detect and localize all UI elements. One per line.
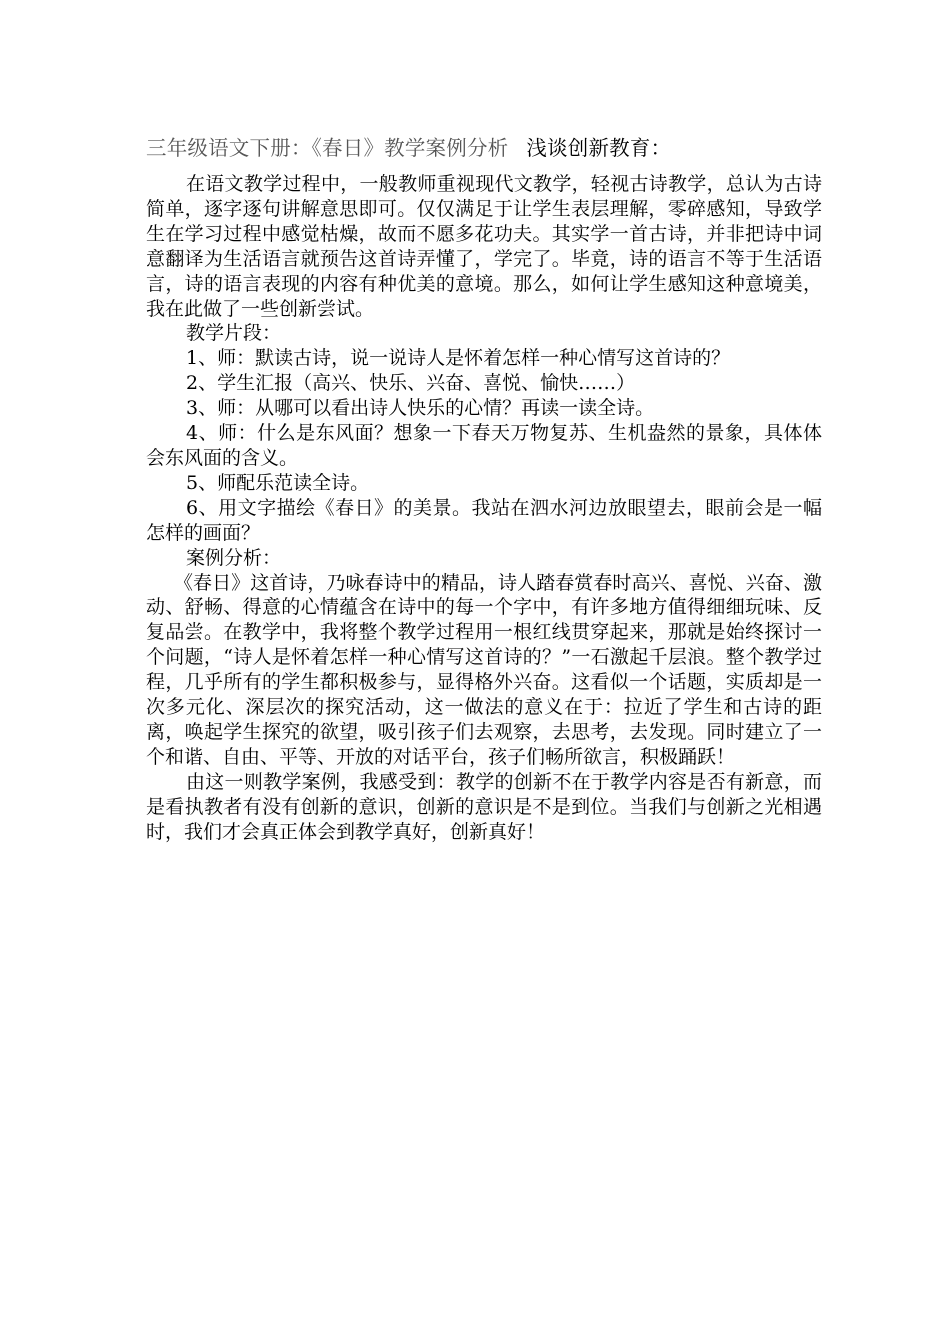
intro-paragraph: 在语文教学过程中，一般教师重视现代文教学，轻视古诗教学，总认为古诗简单，逐字逐句讲解意思即可。仅仅满足于让学生表层理解，零碎感知，导致学生在学习过程中感觉枯燥，故而不愿多花功夫。其实学一首古诗，并非把诗中词意翻译为生活语言就预告这首诗弄懂了，学完了。毕竟，诗的语言不等于生活语言，诗的语言表现的内容有种优美的意境。那么，如何让学生感知这种意境美，我在此做了一些创新尝试。 [146,173,822,320]
teaching-step-2: 2、学生汇报（高兴、快乐、兴奋、喜悦、愉快……） [186,372,636,395]
section-heading-teaching-excerpt: 教学片段： [186,322,282,345]
document-body [146,134,822,844]
teaching-step-3: 3、师：从哪可以看出诗人快乐的心情？再读一读全诗。 [186,397,655,420]
conclusion-paragraph: 由这一则教学案例，我感受到：教学的创新不在于教学内容是否有新意，而是看执教者有没有创新的意识，创新的意识是不是到位。当我们与创新之光相遇时，我们才会真正体会到教学真好，创新真好！ [146,770,822,843]
teaching-step-5: 5、师配乐范读全诗。 [186,471,370,494]
title-topic: 浅谈创新教育： [526,136,672,160]
teaching-step-6: 6、用文字描绘《春日》的美景。我站在泗水河边放眼望去，眼前会是一幅怎样的画面？ [146,496,822,544]
document-title [146,134,822,162]
teaching-step-4: 4、师：什么是东风面？想象一下春天万物复苏、生机盎然的景象，具体体会东风面的含义。 [146,422,822,469]
section-heading-case-analysis: 案例分析： [186,546,282,569]
article-text [146,172,822,844]
teaching-step-1: 1、师：默读古诗，说一说诗人是怀着怎样一种心情写这首诗的？ [186,347,731,370]
analysis-paragraph: 《春日》这首诗，乃咏春诗中的精品，诗人踏春赏春时高兴、喜悦、兴奋、激动、舒畅、得意的心情蕴含在诗中的每一个字中，有许多地方值得细细玩味、反复品尝。在教学中，我将整个教学过程用一根红线贯穿起来，那就是始终探讨一个问题，“诗人是怀着怎样一种心情写这首诗的？”一石激起千层浪。整个教学过程，几乎所有的学生都积极参与，显得格外兴奋。这看似一个话题，实质却是一次多元化、深层次的探究活动，这一做法的意义在于：拉近了学生和古诗的距离，唤起学生探究的欲望，吸引孩子们去观察，去思考，去发现。同时建立了一个和谐、自由、平等、开放的对话平台，孩子们畅所欲言，积极踊跃！ [146,571,822,768]
title-lesson: 三年级语文下册：《春日》教学案例分析 [146,136,509,160]
